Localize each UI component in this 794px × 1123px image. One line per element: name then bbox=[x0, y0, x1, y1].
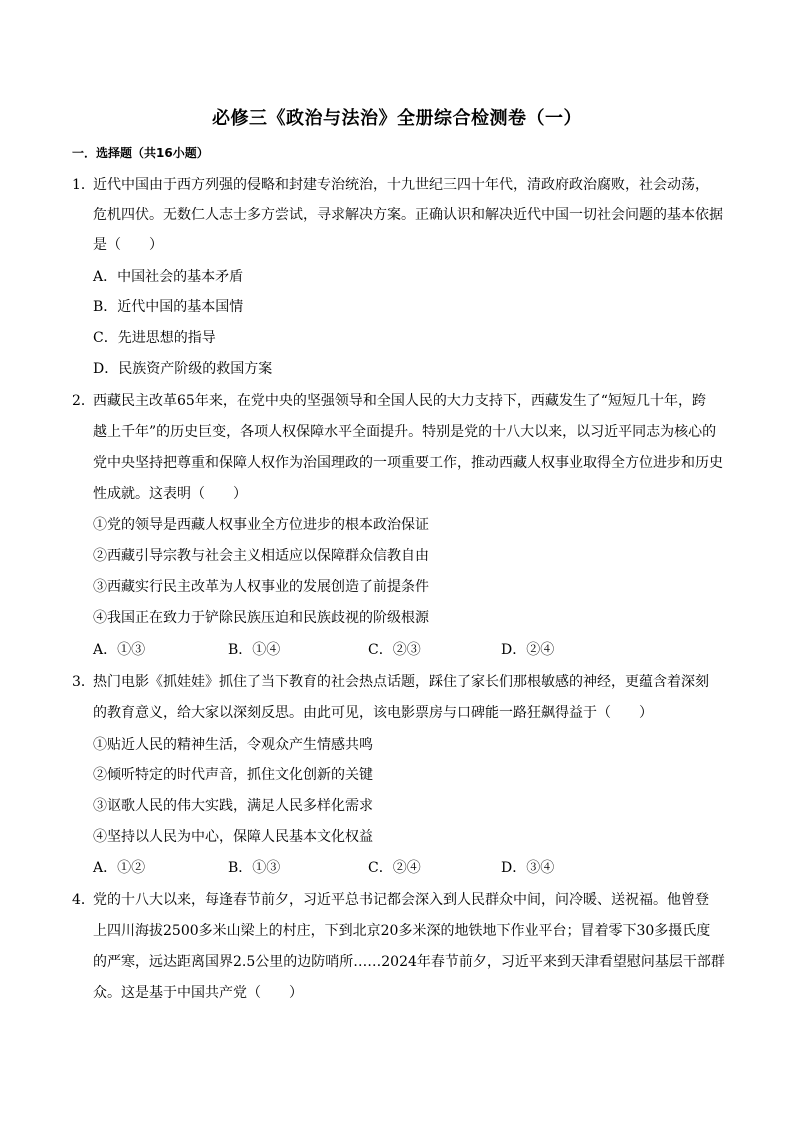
section-heading: 一．选择题（共16小题） bbox=[72, 146, 209, 160]
question-text-line: 上四川海拔2500多米山梁上的村庄，下到北京20多米深的地铁地下作业平台；冒着零下30多摄氏度 bbox=[93, 923, 711, 939]
question-number: 3． bbox=[72, 674, 95, 690]
option-c: C．②③ bbox=[368, 642, 421, 658]
option-b: B．①③ bbox=[228, 860, 281, 876]
option-b: B．①④ bbox=[228, 642, 281, 658]
statement-2: ②倾听特定的时代声音，抓住文化创新的关键 bbox=[93, 767, 373, 783]
option-b: B．近代中国的基本国情 bbox=[93, 299, 244, 315]
question-text-line: 的教育意义，给大家以深刻反思。由此可见，该电影票房与口碑能一路狂飙得益于（ ） bbox=[93, 705, 653, 721]
question-text-line: 是（ ） bbox=[93, 237, 163, 253]
question-text-line: 党的十八大以来，每逢春节前夕，习近平总书记都会深入到人民群众中间，问冷暖、送祝福。他曾登 bbox=[93, 892, 709, 908]
question-number: 1． bbox=[72, 177, 95, 193]
option-d: D．民族资产阶级的救国方案 bbox=[93, 361, 273, 377]
question-number: 2． bbox=[72, 393, 95, 409]
statement-1: ①党的领导是西藏人权事业全方位进步的根本政治保证 bbox=[93, 517, 429, 533]
question-text-line: 热门电影《抓娃娃》抓住了当下教育的社会热点话题，踩住了家长们那根敏感的神经，更蕴含着深刻 bbox=[93, 674, 709, 690]
question-text-line: 近代中国由于西方列强的侵略和封建专治统治，十九世纪三四十年代，清政府政治腐败，社会动荡， bbox=[93, 177, 709, 193]
statement-2: ②西藏引导宗教与社会主义相适应以保障群众信教自由 bbox=[93, 548, 429, 564]
statement-4: ④坚持以人民为中心，保障人民基本文化权益 bbox=[93, 829, 373, 845]
page-title: 必修三《政治与法治》全册综合检测卷（一） bbox=[212, 108, 582, 129]
question-text-line: 众。这是基于中国共产党（ ） bbox=[93, 985, 303, 1001]
option-c: C．②④ bbox=[368, 860, 421, 876]
question-text-line: 党中央坚持把尊重和保障人权作为治国理政的一项重要工作，推动西藏人权事业取得全方位进步和历史 bbox=[93, 455, 723, 471]
option-a: A．①② bbox=[93, 860, 146, 876]
option-d: D．②④ bbox=[501, 642, 555, 658]
question-text-line: 西藏民主改革65年来，在党中央的坚强领导和全国人民的大力支持下，西藏发生了“短短几十年，跨 bbox=[93, 393, 706, 409]
question-text-line: 性成就。这表明（ ） bbox=[93, 486, 247, 502]
question-number: 4． bbox=[72, 892, 95, 908]
question-text-line: 越上千年”的历史巨变，各项人权保障水平全面提升。特别是党的十八大以来，以习近平同志为核心的 bbox=[93, 424, 717, 440]
option-c: C．先进思想的指导 bbox=[93, 330, 216, 346]
statement-3: ③西藏实行民主改革为人权事业的发展创造了前提条件 bbox=[93, 579, 429, 595]
option-a: A．中国社会的基本矛盾 bbox=[93, 269, 244, 285]
statement-1: ①贴近人民的精神生活，令观众产生情感共鸣 bbox=[93, 737, 373, 753]
option-d: D．③④ bbox=[501, 860, 555, 876]
question-text-line: 危机四伏。无数仁人志士多方尝试，寻求解决方案。正确认识和解决近代中国一切社会问题的基本依据 bbox=[93, 207, 723, 223]
question-text-line: 的严寒，远达距离国界2.5公里的边防哨所……2024年春节前夕，习近平来到天津看望慰问基层干部群 bbox=[93, 954, 725, 970]
statement-4: ④我国正在致力于铲除民族压迫和民族歧视的阶级根源 bbox=[93, 610, 429, 626]
statement-3: ③讴歌人民的伟大实践，满足人民多样化需求 bbox=[93, 798, 373, 814]
option-a: A．①③ bbox=[93, 642, 146, 658]
